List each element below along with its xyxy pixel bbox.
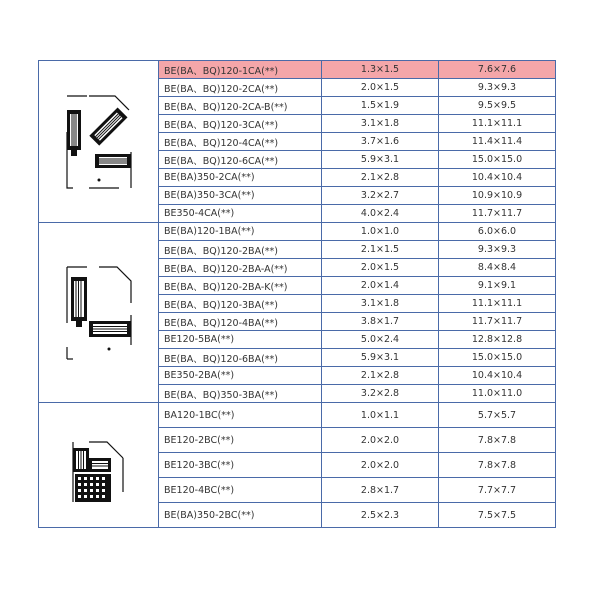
base-size-cell: 2.1×2.8 <box>322 367 439 385</box>
base-size-cell: 4.0×2.4 <box>322 205 439 223</box>
base-size-cell: 2.1×2.8 <box>322 169 439 187</box>
outline-size-cell: 11.4×11.4 <box>439 133 556 151</box>
model-cell: BE(BA、BQ)120-2BA-K(**) <box>159 277 322 295</box>
base-size-cell: 5.0×2.4 <box>322 331 439 349</box>
outline-size-cell: 7.6×7.6 <box>439 61 556 79</box>
base-size-cell: 2.0×1.5 <box>322 259 439 277</box>
outline-size-cell: 9.3×9.3 <box>439 79 556 97</box>
base-size-cell: 3.1×1.8 <box>322 295 439 313</box>
group-bc-image-cell <box>39 403 159 528</box>
model-cell: BE(BA、BQ)120-4BA(**) <box>159 313 322 331</box>
outline-size-cell: 9.1×9.1 <box>439 277 556 295</box>
table-row <box>39 61 556 79</box>
outline-size-cell: 9.3×9.3 <box>439 241 556 259</box>
outline-size-cell: 11.7×11.7 <box>439 313 556 331</box>
base-size-cell: 5.9×3.1 <box>322 151 439 169</box>
strain-gauge-ba-icon <box>59 263 139 363</box>
outline-size-cell: 10.4×10.4 <box>439 367 556 385</box>
base-size-cell: 1.0×1.1 <box>322 403 439 428</box>
model-cell: BE(BA、BQ)120-6BA(**) <box>159 349 322 367</box>
outline-size-cell: 7.8×7.8 <box>439 453 556 478</box>
model-cell: BE(BA、BQ)120-2CA-B(**) <box>159 97 322 115</box>
outline-size-cell: 12.8×12.8 <box>439 331 556 349</box>
model-cell: BE350-4CA(**) <box>159 205 322 223</box>
model-cell: BE120-5BA(**) <box>159 331 322 349</box>
model-cell: BE(BA)350-3CA(**) <box>159 187 322 205</box>
model-cell: BE(BA、BQ)120-2BA-A(**) <box>159 259 322 277</box>
base-size-cell: 3.1×1.8 <box>322 115 439 133</box>
model-cell: BE(BA、BQ)120-2BA(**) <box>159 241 322 259</box>
model-cell: BE(BA、BQ)120-3BA(**) <box>159 295 322 313</box>
base-size-cell: 2.0×2.0 <box>322 453 439 478</box>
outline-size-cell: 11.1×11.1 <box>439 115 556 133</box>
outline-size-cell: 8.4×8.4 <box>439 259 556 277</box>
base-size-cell: 2.0×1.5 <box>322 79 439 97</box>
outline-size-cell: 10.9×10.9 <box>439 187 556 205</box>
outline-size-cell: 9.5×9.5 <box>439 97 556 115</box>
outline-size-cell: 11.7×11.7 <box>439 205 556 223</box>
base-size-cell: 3.2×2.8 <box>322 385 439 403</box>
group-ca-image-cell <box>39 61 159 223</box>
model-cell: BE(BA、BQ)120-3CA(**) <box>159 115 322 133</box>
base-size-cell: 2.0×2.0 <box>322 428 439 453</box>
outline-size-cell: 15.0×15.0 <box>439 151 556 169</box>
outline-size-cell: 10.4×10.4 <box>439 169 556 187</box>
outline-size-cell: 5.7×5.7 <box>439 403 556 428</box>
model-cell: BE(BA、BQ)120-4CA(**) <box>159 133 322 151</box>
base-size-cell: 2.0×1.4 <box>322 277 439 295</box>
base-size-cell: 5.9×3.1 <box>322 349 439 367</box>
strain-gauge-bc-icon <box>59 420 139 510</box>
base-size-cell: 1.3×1.5 <box>322 61 439 79</box>
model-cell: BE(BA、BQ)350-3BA(**) <box>159 385 322 403</box>
base-size-cell: 3.8×1.7 <box>322 313 439 331</box>
outline-size-cell: 11.0×11.0 <box>439 385 556 403</box>
base-size-cell: 3.2×2.7 <box>322 187 439 205</box>
table-row <box>39 223 556 241</box>
group-ba-image-cell <box>39 223 159 403</box>
model-cell: BE(BA、BQ)120-2CA(**) <box>159 79 322 97</box>
model-cell: BE120-3BC(**) <box>159 453 322 478</box>
base-size-cell: 3.7×1.6 <box>322 133 439 151</box>
model-cell: BE(BA)350-2CA(**) <box>159 169 322 187</box>
model-cell: BE(BA、BQ)120-1CA(**) <box>159 61 322 79</box>
outline-size-cell: 6.0×6.0 <box>439 223 556 241</box>
table-row <box>39 403 556 428</box>
outline-size-cell: 7.7×7.7 <box>439 478 556 503</box>
base-size-cell: 2.1×1.5 <box>322 241 439 259</box>
model-cell: BE120-4BC(**) <box>159 478 322 503</box>
base-size-cell: 1.0×1.0 <box>322 223 439 241</box>
model-cell: BE350-2BA(**) <box>159 367 322 385</box>
model-cell: BE120-2BC(**) <box>159 428 322 453</box>
model-cell: BA120-1BC(**) <box>159 403 322 428</box>
base-size-cell: 2.5×2.3 <box>322 503 439 528</box>
model-cell: BE(BA)120-1BA(**) <box>159 223 322 241</box>
outline-size-cell: 11.1×11.1 <box>439 295 556 313</box>
outline-size-cell: 15.0×15.0 <box>439 349 556 367</box>
model-cell: BE(BA、BQ)120-6CA(**) <box>159 151 322 169</box>
strain-gauge-spec-table <box>38 60 556 528</box>
strain-gauge-ca-icon <box>59 92 139 192</box>
base-size-cell: 2.8×1.7 <box>322 478 439 503</box>
outline-size-cell: 7.5×7.5 <box>439 503 556 528</box>
outline-size-cell: 7.8×7.8 <box>439 428 556 453</box>
base-size-cell: 1.5×1.9 <box>322 97 439 115</box>
model-cell: BE(BA)350-2BC(**) <box>159 503 322 528</box>
